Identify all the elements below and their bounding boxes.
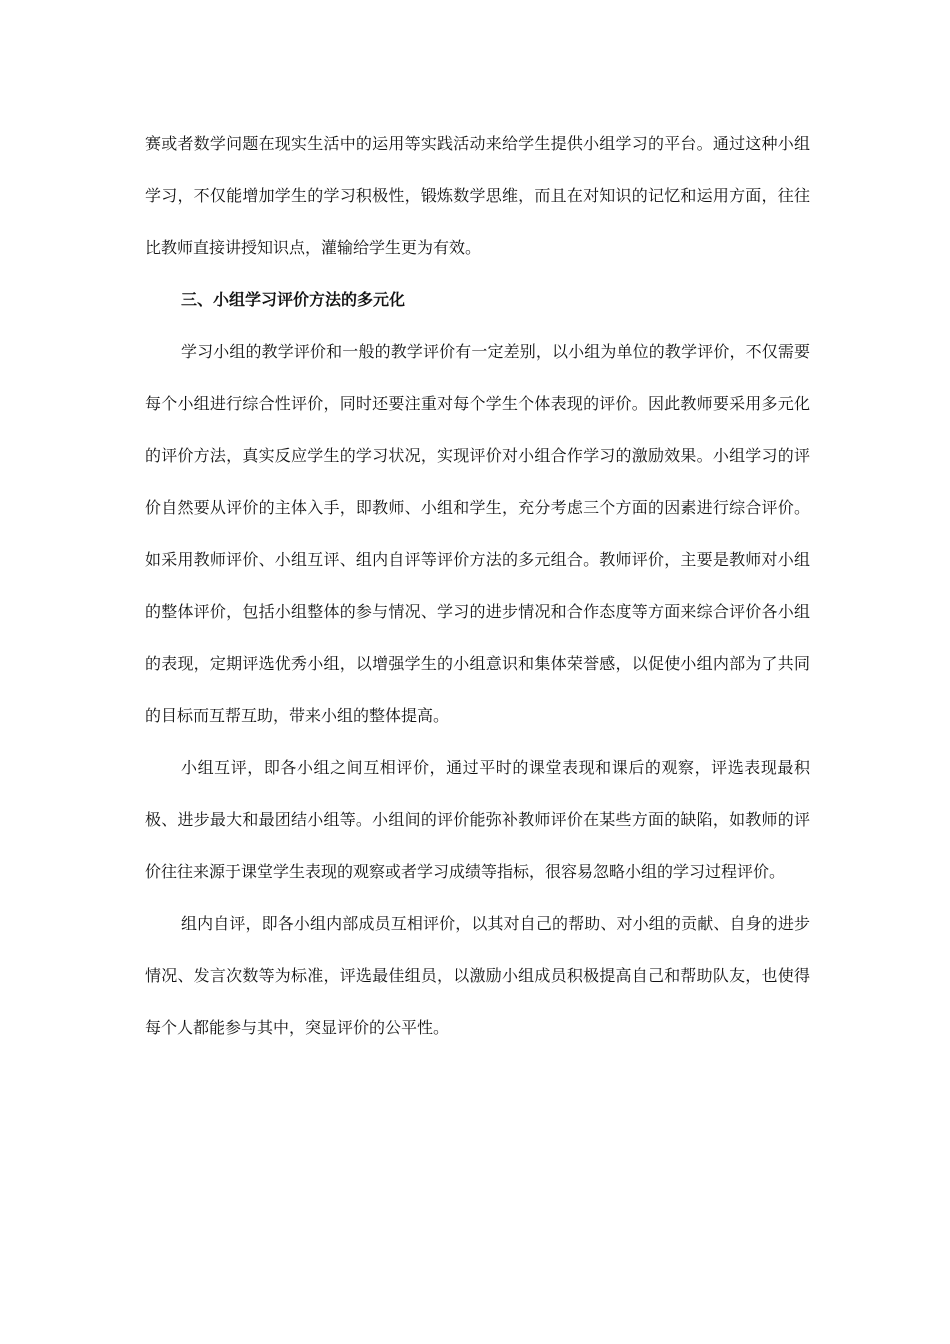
- document-body: [145, 118, 810, 1054]
- paragraph-group-peer-review: 小组互评，即各小组之间互相评价，通过平时的课堂表现和课后的观察，评选表现最积极、进步最大和最团结小组等。小组间的评价能弥补教师评价在某些方面的缺陷，如教师的评价往往来源于课堂学生表现的观察或者学习成绩等指标，很容易忽略小组的学习过程评价。: [145, 758, 810, 881]
- section-heading: 三、小组学习评价方法的多元化: [181, 290, 406, 309]
- paragraph-evaluation-overview: 学习小组的教学评价和一般的教学评价有一定差别，以小组为单位的教学评价，不仅需要每个小组进行综合性评价，同时还要注重对每个学生个体表现的评价。因此教师要采用多元化的评价方法，真实反应学生的学习状况，实现评价对小组合作学习的激励效果。小组学习的评价自然要从评价的主体入手，即教师、小组和学生，充分考虑三个方面的因素进行综合评价。如采用教师评价、小组互评、组内自评等评价方法的多元组合。教师评价，主要是教师对小组的整体评价，包括小组整体的参与情况、学习的进步情况和合作态度等方面来综合评价各小组的表现，定期评选优秀小组，以增强学生的小组意识和集体荣誉感，以促使小组内部为了共同的目标而互帮互助，带来小组的整体提高。: [145, 342, 810, 725]
- paragraph-continuation: 赛或者数学问题在现实生活中的运用等实践活动来给学生提供小组学习的平台。通过这种小组学习，不仅能增加学生的学习积极性，锻炼数学思维，而且在对知识的记忆和运用方面，往往比教师直接讲授知识点，灌输给学生更为有效。: [145, 134, 810, 257]
- paragraph-intra-group-review: 组内自评，即各小组内部成员互相评价，以其对自己的帮助、对小组的贡献、自身的进步情况、发言次数等为标准，评选最佳组员，以激励小组成员积极提高自己和帮助队友，也使得每个人都能参与其中，突显评价的公平性。: [145, 914, 810, 1037]
